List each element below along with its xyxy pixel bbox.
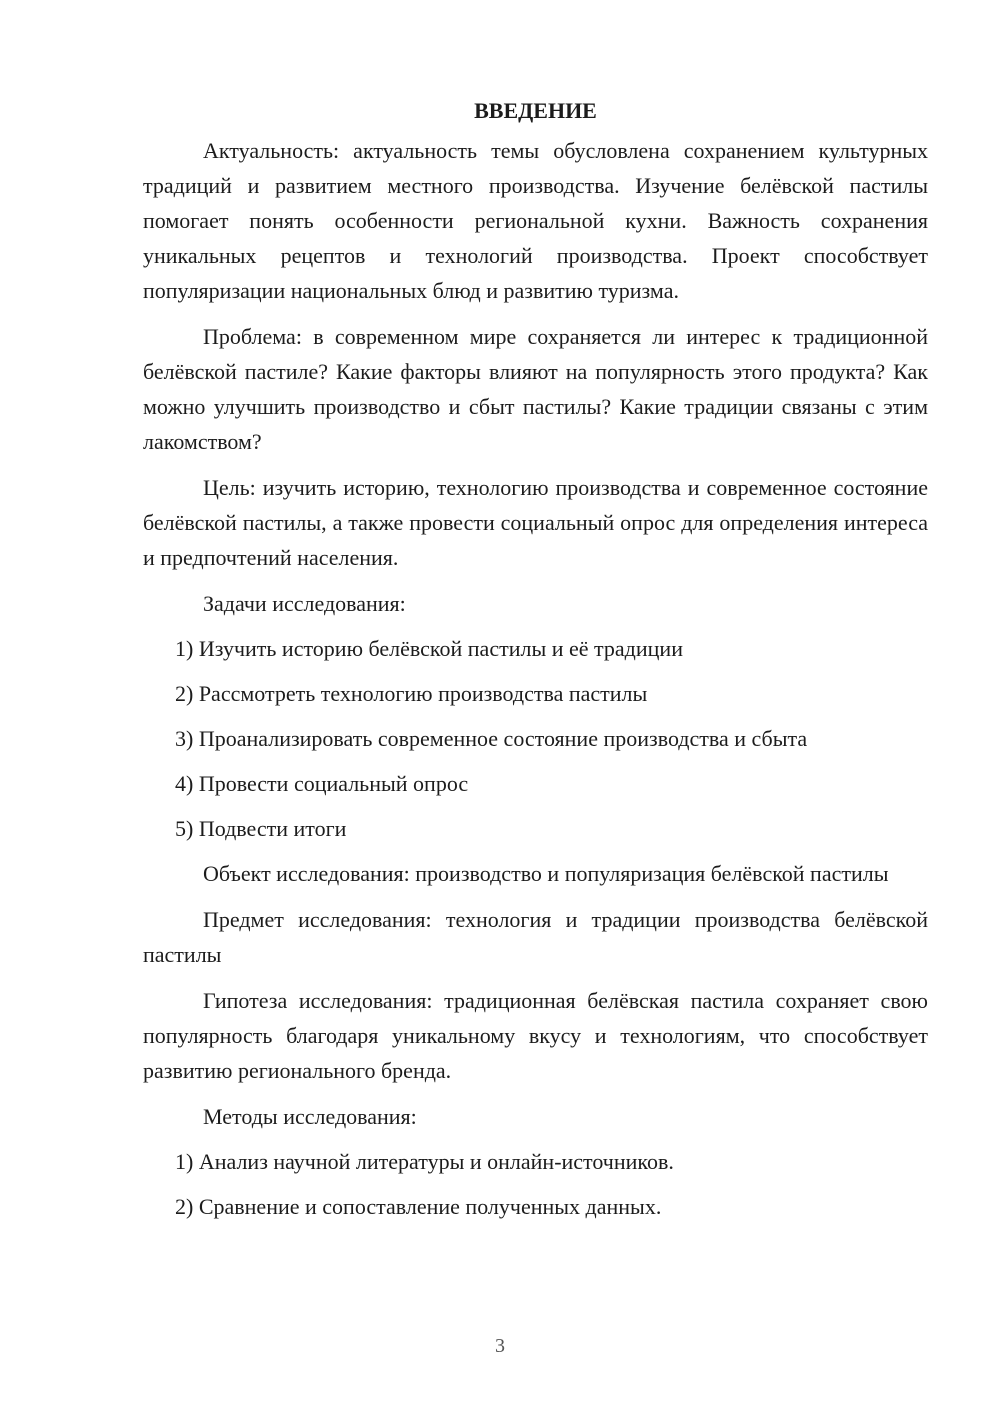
problem-paragraph: Проблема: в современном мире сохраняется ли интерес к традиционной белёвской пастиле? Какие факторы влияют на популярность этого продукта? Как можно улучшить производство и сбыт пастилы? Какие традиции связаны с этим лакомством?	[143, 324, 928, 454]
method-item: 2) Сравнение и сопоставление полученных данных.	[175, 1194, 662, 1219]
method-item: 1) Анализ научной литературы и онлайн-источников.	[175, 1149, 674, 1174]
task-item: 5) Подвести итоги	[175, 816, 347, 841]
task-item: 1) Изучить историю белёвской пастилы и её традиции	[175, 636, 683, 661]
object-paragraph: Объект исследования: производство и популяризация белёвской пастилы	[203, 861, 889, 886]
task-item: 4) Провести социальный опрос	[175, 771, 469, 796]
page-number: 3	[495, 1335, 505, 1357]
goal-paragraph: Цель: изучить историю, технологию производства и современное состояние белёвской пастилы, а также провести социальный опрос для определения интереса и предпочтений населения.	[143, 475, 928, 570]
methods-label: Методы исследования:	[203, 1104, 417, 1129]
subject-paragraph: Предмет исследования: технология и традиции производства белёвской пастилы	[143, 907, 928, 967]
document-page	[143, 95, 928, 1234]
methods-list	[143, 1144, 928, 1224]
hypothesis-paragraph: Гипотеза исследования: традиционная белёвская пастила сохраняет свою популярность благодаря уникальному вкусу и технологиям, что способствует развитию регионального бренда.	[143, 988, 928, 1083]
tasks-list	[143, 631, 928, 846]
task-item: 3) Проанализировать современное состояние производства и сбыта	[175, 726, 808, 751]
tasks-label: Задачи исследования:	[203, 591, 406, 616]
relevance-paragraph: Актуальность: актуальность темы обусловлена сохранением культурных традиций и развитием местного производства. Изучение белёвской пастилы помогает понять особенности региональной кухни. Важность сохранения уникальных рецептов и технологий производства. Проект способствует популяризации национальных блюд и развитию туризма.	[143, 138, 928, 303]
task-item: 2) Рассмотреть технологию производства пастилы	[175, 681, 648, 706]
section-heading: ВВЕДЕНИЕ	[474, 98, 597, 123]
